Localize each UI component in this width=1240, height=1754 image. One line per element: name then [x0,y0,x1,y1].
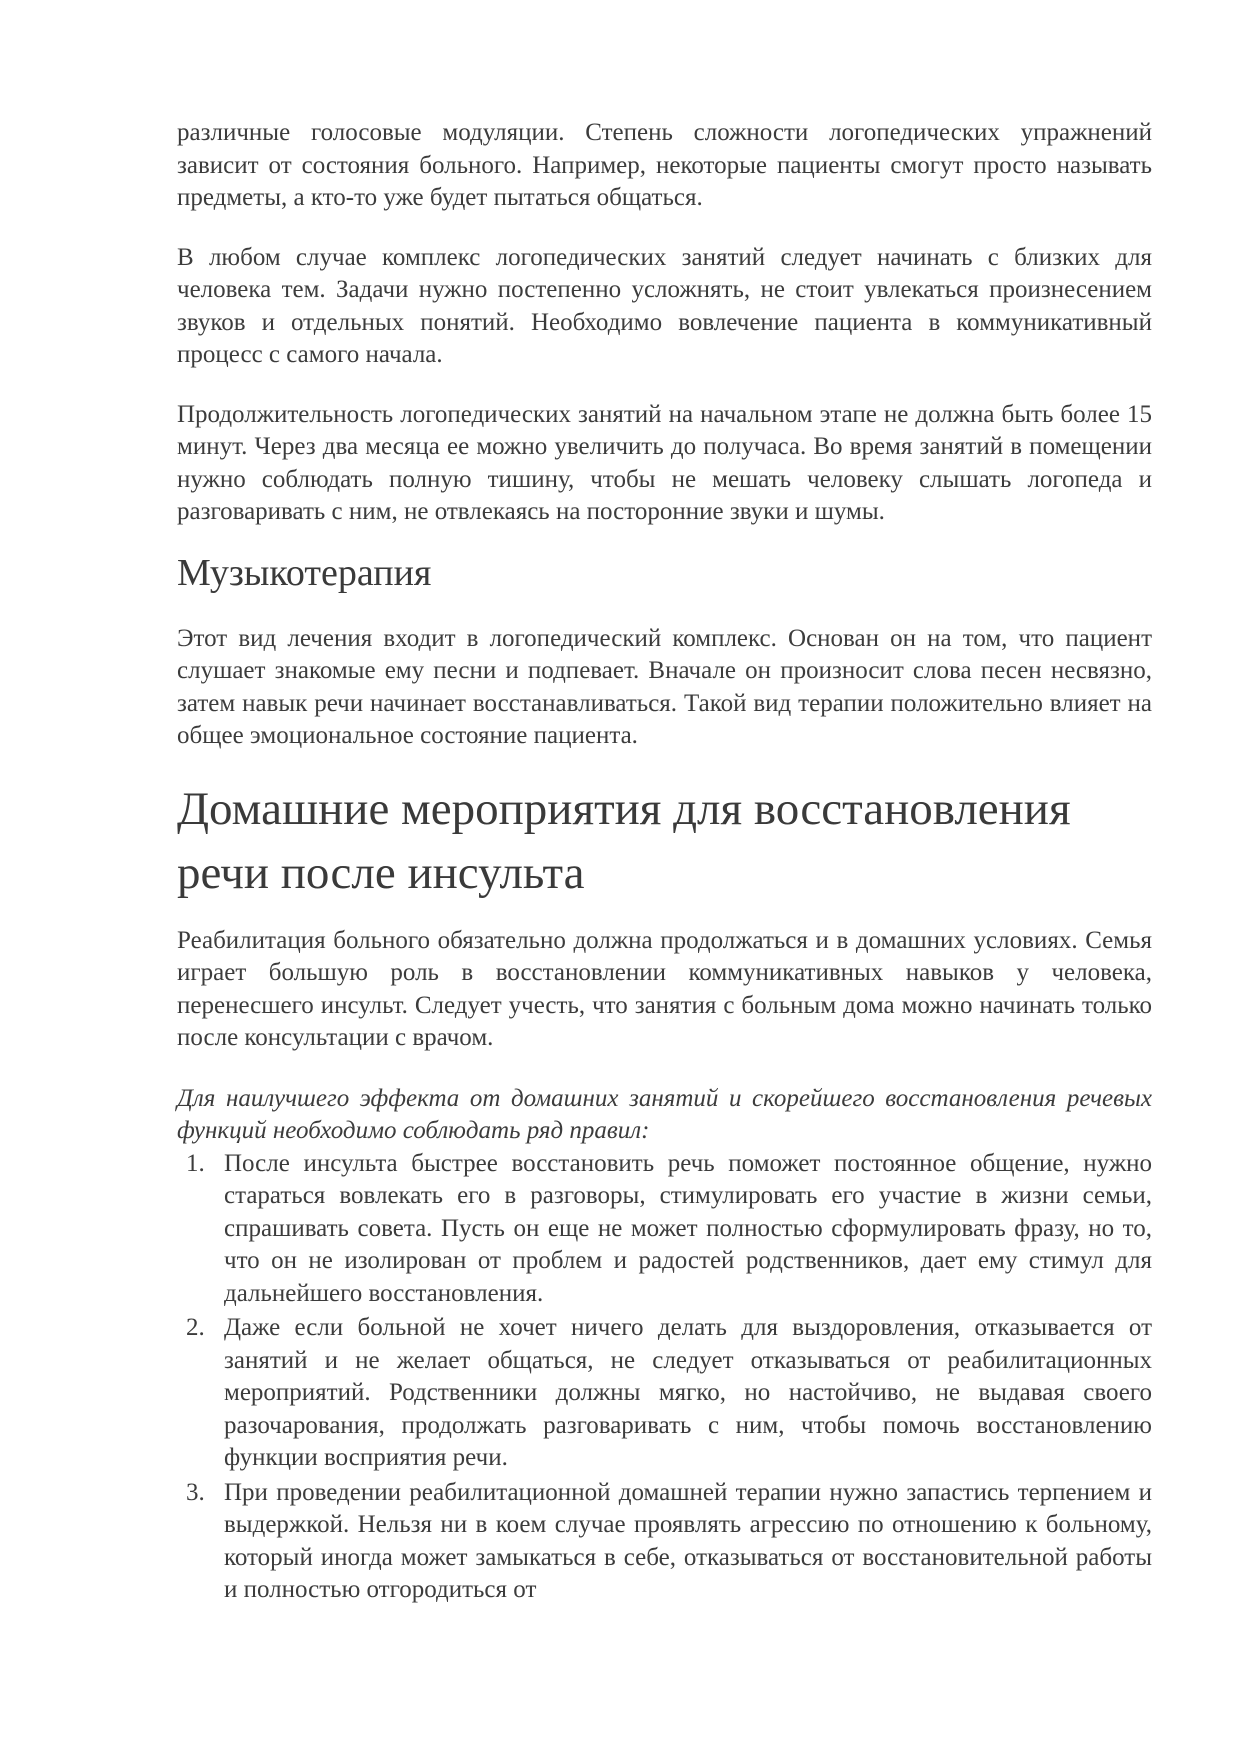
paragraph-speech-topics: В любом случае комплекс логопедических занятий следует начинать с близких для человека тем. Задачи нужно постепенно усложнять, не стоит увлекаться произнесением звуков и отдельных понятий. Необходимо вовлечение пациента в коммуникативный процесс с самого начала. [177,243,1152,368]
paragraph-rules-intro: Для наилучшего эффекта от домашних занятий и скорейшего восстановления речевых функций необходимо соблюдать ряд правил: [177,1084,1152,1144]
list-item [186,1477,1152,1607]
list-item-text: При проведении реабилитационной домашней терапии нужно запастись терпением и выдержкой. Нельзя ни в коем случае проявлять агрессию по отношению к больному, который иногда может замыкаться в себе, отказываться от восстановительной работы и полностью отгородиться от [224,1478,1152,1603]
heading-home-line-2: речи после инсульта [177,846,585,899]
list-item [186,1148,1152,1311]
heading-home-line-1: Домашние мероприятия для восстановления [177,782,1071,835]
list-item-text: После инсульта быстрее восстановить речь поможет постоянное общение, нужно стараться вовлекать его в разговоры, стимулировать его участие в жизни семьи, спрашивать совета. Пусть он еще не может полностью сформулировать фразу, но то, что он не изолирован от проблем и радостей родственников, дает ему стимул для дальнейшего восстановления. [224,1149,1152,1307]
paragraph-home-rehabilitation: Реабилитация больного обязательно должна продолжаться и в домашних условиях. Семья играет большую роль в восстановлении коммуникативных навыков у человека, перенесшего инсульт. Следует учесть, что занятия с больным дома можно начинать только после консультации с врачом. [177,926,1152,1051]
heading-music-therapy: Музыкотерапия [177,551,432,594]
list-item-number: 3. [186,1478,205,1506]
paragraph-music-therapy: Этот вид лечения входит в логопедический комплекс. Основан он на том, что пациент слушает знакомые ему песни и подпевает. Вначале он произносит слова песен несвязно, затем навык речи начинает восстанавливаться. Такой вид терапии положительно влияет на общее эмоциональное состояние пациента. [177,624,1152,749]
list-item-text: Даже если больной не хочет ничего делать для выздоровления, отказывается от занятий и не желает общаться, не следует отказываться от реабилитационных мероприятий. Родственники должны мягко, но настойчиво, не выдавая своего разочарования, продолжать разговаривать с ним, чтобы помочь восстановлению функции восприятия речи. [224,1314,1152,1471]
list-item-number: 2. [186,1314,205,1341]
rules-list [177,1148,1152,1607]
page-content [177,117,1152,1609]
heading-home-activities [177,777,1152,905]
list-item [186,1312,1152,1475]
paragraph-session-duration: Продолжительность логопедических занятий на начальном этапе не должна быть более 15 минут. Через два месяца ее можно увеличить до получаса. Во время занятий в помещении нужно соблюдать полную тишину, чтобы не мешать человеку слышать логопеда и разговаривать с ним, не отвлекаясь на посторонние звуки и шумы. [177,400,1152,525]
list-item-number: 1. [186,1149,205,1177]
paragraph-speech-modulations: различные голосовые модуляции. Степень сложности логопедических упражнений зависит от состояния больного. Например, некоторые пациенты смогут просто называть предметы, а кто-то уже будет пытаться общаться. [177,119,1152,211]
